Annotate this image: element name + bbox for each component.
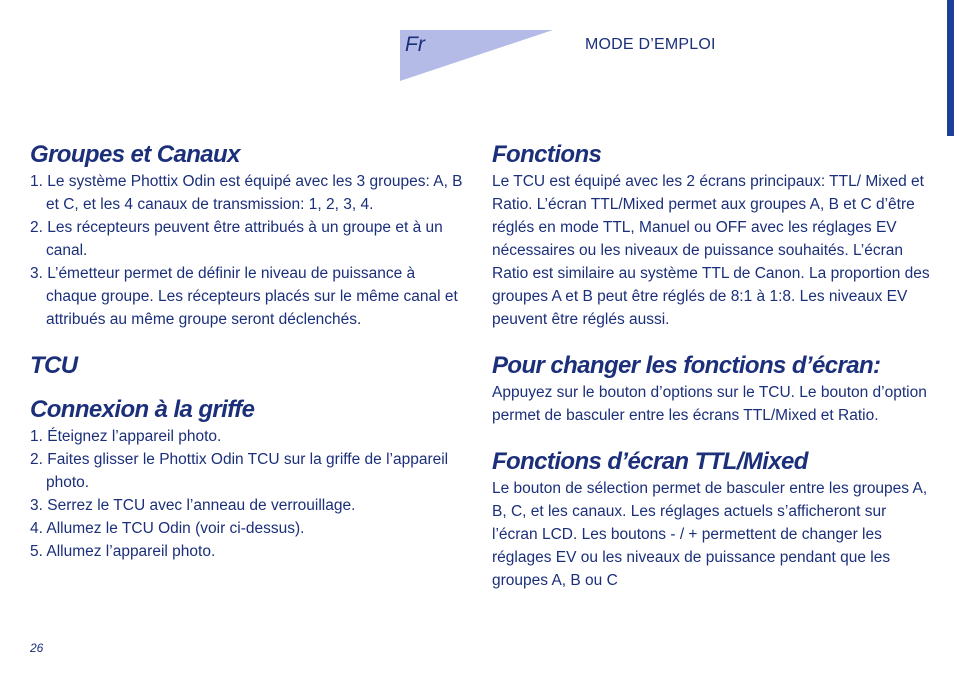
list-item: 2. Les récepteurs peuvent être attribués à un groupe et à un canal. xyxy=(30,219,443,259)
list-item: 1. Éteignez l’appareil photo. xyxy=(30,428,222,445)
change-screen-text: Appuyez sur le bouton d’options sur le TCU. Le bouton d’option permet de basculer entre les écrans TTL/Mixed et Ratio. xyxy=(492,384,927,424)
list-item: 3. Serrez le TCU avec l’anneau de verrouillage. xyxy=(30,497,356,514)
section-title-functions: Fonctions xyxy=(492,141,602,168)
page-number: 26 xyxy=(30,641,44,655)
list-item: 2. Faites glisser le Phottix Odin TCU sur la griffe de l’appareil photo. xyxy=(30,451,449,491)
language-label: Fr xyxy=(405,33,425,56)
header-title: MODE D’EMPLOI xyxy=(585,36,716,53)
groups-channels-list xyxy=(30,170,470,331)
section-title-groups-channels: Groupes et Canaux xyxy=(30,141,240,168)
section-title-ttl-mixed: Fonctions d’écran TTL/Mixed xyxy=(492,448,808,475)
section-title-hotshoe-connection: Connexion à la griffe xyxy=(30,396,255,423)
hotshoe-steps-list xyxy=(30,425,470,563)
section-title-change-screen: Pour changer les fonctions d’écran: xyxy=(492,352,881,379)
edge-tab-marker xyxy=(947,0,954,136)
list-item: 3. L’émetteur permet de définir le niveau de puissance à chaque groupe. Les récepteurs placés sur le même canal et attribués au même groupe seront déclenchés. xyxy=(30,265,458,328)
left-column xyxy=(30,140,470,563)
ttl-mixed-text: Le bouton de sélection permet de basculer entre les groupes A, B, C, et les canaux. Les réglages actuels s’afficheront sur l’écran LCD. Les boutons - / + permettent de changer les réglages EV ou les niveaux de puissance pendant que les groupes A, B ou C xyxy=(492,480,928,589)
list-item: 4. Allumez le TCU Odin (voir ci-dessus). xyxy=(30,520,305,537)
functions-text: Le TCU est équipé avec les 2 écrans principaux: TTL/ Mixed et Ratio. L’écran TTL/Mixed permet aux groupes A, B et C d’être réglés en mode TTL, Manuel ou OFF avec les réglages EV nécessaires ou les niveaux de puissance souhaités. L’écran Ratio est similaire au système TTL de Canon. La proportion des groupes A et B peut être réglés de 8:1 à 1:8. Les niveaux EV peuvent être réglés aussi. xyxy=(492,173,930,328)
right-column xyxy=(492,140,932,592)
section-title-tcu: TCU xyxy=(30,352,78,379)
list-item: 1. Le système Phottix Odin est équipé avec les 3 groupes: A, B et C, et les 4 canaux de transmission: 1, 2, 3, 4. xyxy=(30,173,463,213)
list-item: 5. Allumez l’appareil photo. xyxy=(30,543,216,560)
